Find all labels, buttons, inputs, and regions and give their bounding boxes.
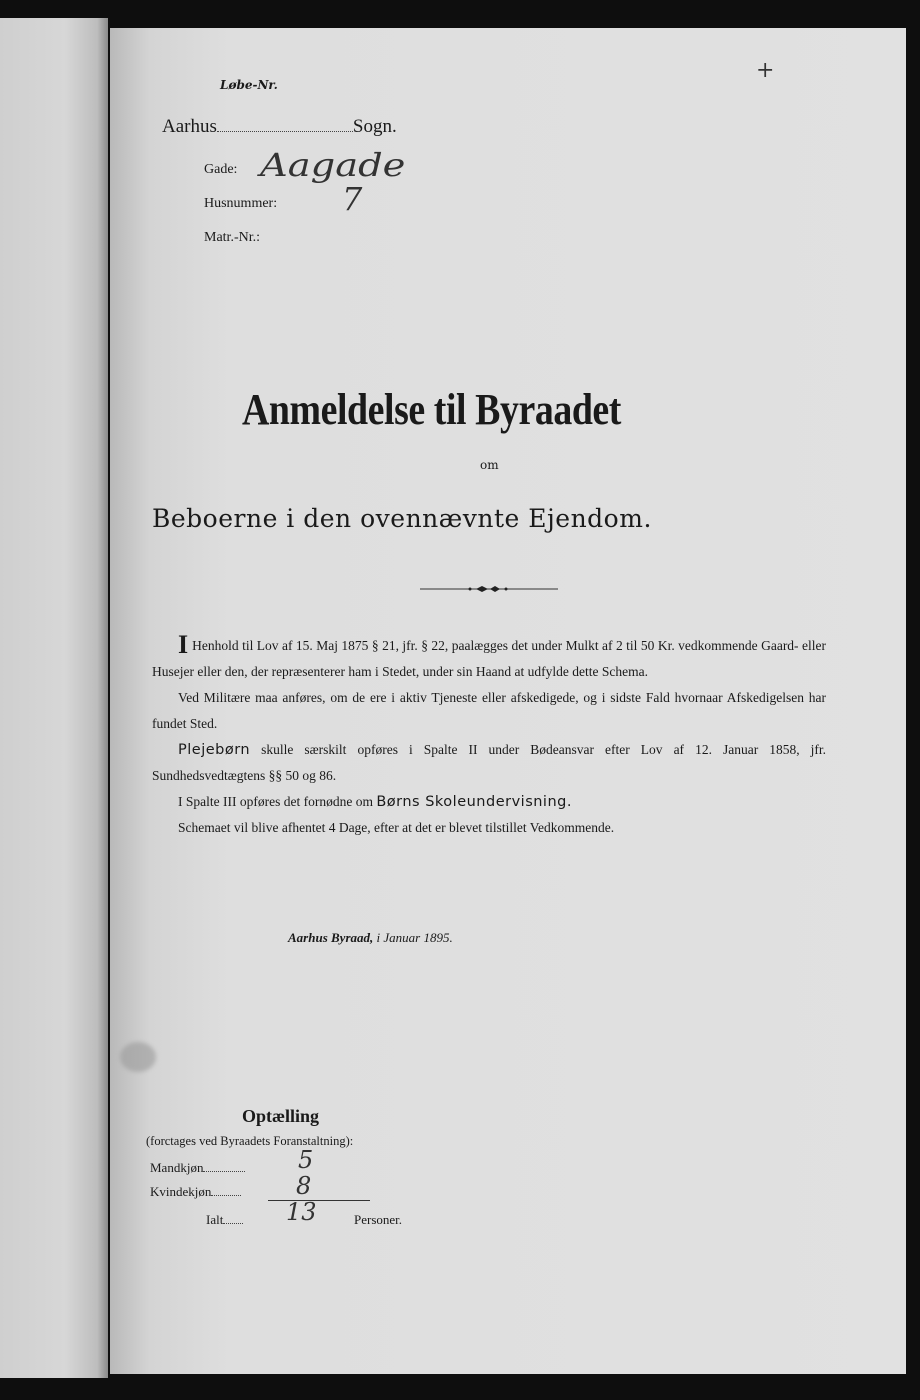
parish-blank <box>217 131 353 132</box>
matr-nr-label: Matr.-Nr.: <box>204 230 260 245</box>
title-connector: om <box>480 458 499 472</box>
female-label: Kvindekjøn <box>150 1184 212 1199</box>
paragraph-4-emphasis: Børns Skoleundervisning. <box>376 794 572 810</box>
paragraph-3-emphasis: Plejebørn <box>178 742 251 758</box>
husnummer-label: Husnummer: <box>204 196 278 211</box>
female-row <box>150 1184 241 1200</box>
persons-label: Personer. <box>354 1212 403 1227</box>
parish-prefix: Aarhus <box>162 116 217 137</box>
total-value: 13 <box>286 1198 317 1226</box>
document-title: Anmeldelse til Byraadet <box>242 385 621 434</box>
paragraph-4-text: I Spalte III opføres det fornødne om <box>178 794 373 809</box>
female-dots <box>211 1195 241 1196</box>
total-dots <box>223 1223 243 1224</box>
paragraph-1-text: Henhold til Lov af 15. Maj 1875 § 21, jfr. § 22, paalægges det under Mulkt af 2 til 50 Kr. vedkommende Gaard- eller Husejer eller den, der repræsenterer ham i Stedet, under sin Haand at udfylde dette Schema. <box>152 638 826 679</box>
male-row <box>150 1160 245 1176</box>
parish-line <box>162 116 397 138</box>
paragraph-3 <box>152 737 826 789</box>
male-dots <box>203 1171 245 1172</box>
instructions-block <box>152 632 826 841</box>
paragraph-1 <box>152 632 826 685</box>
document-subtitle: Beboerne i den ovennævnte Ejendom. <box>152 504 652 533</box>
signature-date: i Januar 1895. <box>376 930 453 945</box>
signature-line <box>288 930 453 946</box>
husnummer-value: 7 <box>342 180 363 218</box>
male-label: Mandkjøn <box>150 1160 204 1175</box>
gade-value: Aagade <box>260 146 406 184</box>
paper-stain <box>120 1042 156 1072</box>
total-row <box>206 1212 243 1228</box>
parish-suffix: Sogn. <box>352 116 397 137</box>
count-title: Optælling <box>242 1106 320 1126</box>
gade-label: Gade: <box>204 162 238 177</box>
ornament-divider <box>420 584 558 594</box>
female-value: 8 <box>296 1172 312 1200</box>
paragraph-2: Ved Militære maa anføres, om de ere i aktiv Tjeneste eller afskedigede, og i sidste Fald hvornaar Afskedigelsen har fundet Sted. <box>152 690 826 731</box>
sum-rule <box>268 1200 370 1201</box>
left-facing-page <box>0 18 108 1378</box>
male-value: 5 <box>298 1146 314 1174</box>
document-page <box>110 28 906 1374</box>
paragraph-4 <box>152 789 826 815</box>
corner-mark: + <box>756 58 775 83</box>
lobe-nr-label: Løbe-Nr. <box>220 78 278 92</box>
paragraph-5: Schemaet vil blive afhentet 4 Dage, efter at det er blevet tilstillet Vedkommende. <box>178 820 615 835</box>
count-note: (forctages ved Byraadets Foranstaltning): <box>146 1134 354 1148</box>
paragraph-3-text: skulle særskilt opføres i Spalte II under Bødeansvar efter Lov af 12. Januar 1858, jfr. Sundhedsvedtægtens §§ 50 og 86. <box>152 742 827 783</box>
total-label: Ialt <box>206 1212 224 1227</box>
signature-org: Aarhus Byraad, <box>288 930 374 945</box>
paragraph-1-initial: I <box>178 630 189 659</box>
